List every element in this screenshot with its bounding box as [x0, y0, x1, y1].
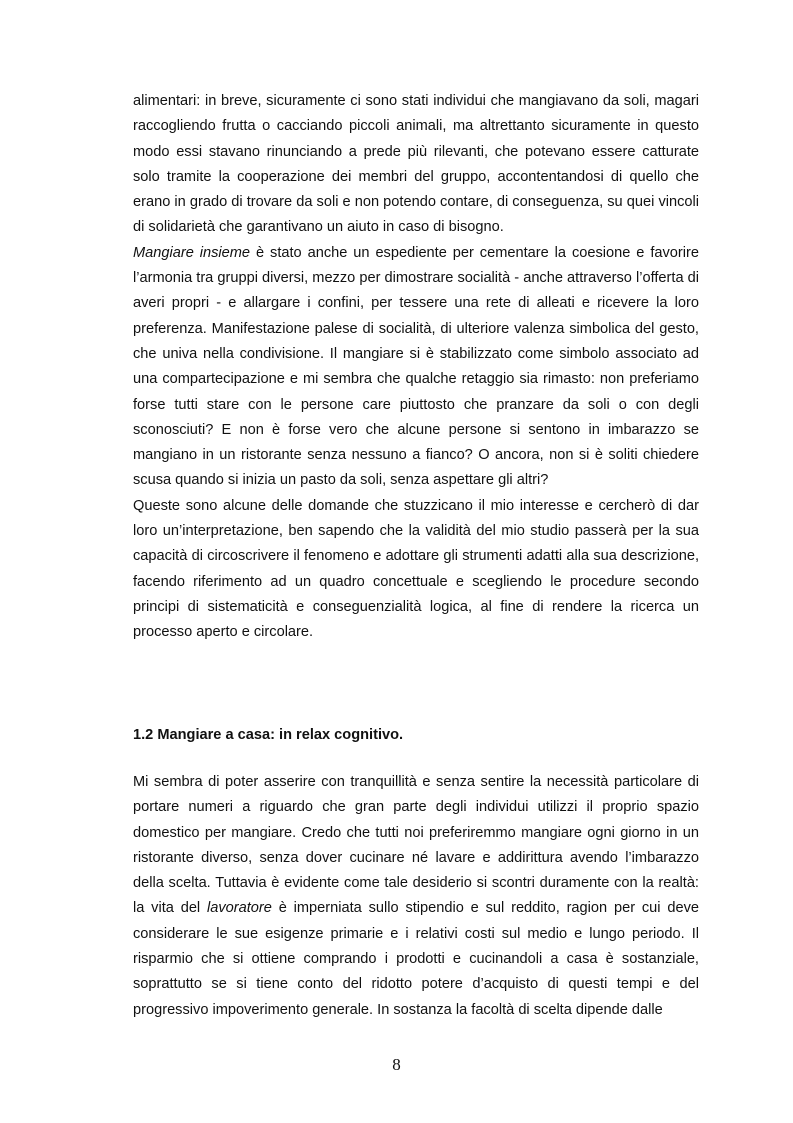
page-number: 8 [392, 1055, 401, 1074]
section-heading: 1.2 Mangiare a casa: in relax cognitivo. [133, 727, 404, 743]
section-text-block [133, 770, 699, 1023]
paragraph [133, 770, 699, 1023]
paragraph-text: è stato anche un espediente per cementare la coesione e favorire l’armonia tra gruppi diversi, mezzo per dimostrare socialità - anche attraverso l’offerta di averi propri - e allargare i confini, per tessere una rete di alleati e ricevere la loro preferenza. Manifestazione palese di socialità, di ulteriore valenza simbolica del gesto, che univa nella condivisione. Il mangiare si è stabilizzato come simbolo associato ad una compartecipazione e mi sembra che qualche retaggio sia rimasto: non preferiamo forse tutti stare con le persone care piuttosto che pranzare da soli o con degli sconosciuti? E non è forse vero che alcune persone si sentono in imbarazzo se mangiano in un ristorante senza nessuno a fianco? O ancora, non si è soliti chiedere scusa quando si inizia un pasto da soli, senza aspettare gli altri? [133, 244, 700, 489]
paragraph-text: è imperniata sullo stipendio e sul reddito, ragion per cui deve considerare le sue esigenze primarie e i relativi costi sul medio e lungo periodo. Il risparmio che si ottiene comprando i prodotti e cucinandoli a casa è sostanziale, soprattutto se si tiene conto del ridotto potere d’acquisto di questi tempi e del progressivo impoverimento generale. In sostanza la facoltà di scelta dipende dalle [133, 900, 699, 1018]
paragraph: alimentari: in breve, sicuramente ci sono stati individui che mangiavano da soli, magari raccogliendo frutta o cacciando piccoli animali, ma altrettanto sicuramente in questo modo essi stavano rinunciando a prede più rilevanti, che potevano essere catturate solo tramite la cooperazione dei membri del gruppo, accontentandosi di quello che erano in grado di trovare da soli e non potendo contare, di conseguenza, su quei vincoli di solidarietà che garantivano un aiuto in caso di bisogno. [133, 93, 699, 236]
italic-phrase: Mangiare insieme [133, 244, 251, 261]
italic-word: lavoratore [207, 900, 272, 917]
paragraph-text: Mi sembra di poter asserire con tranquillità e senza sentire la necessità particolare di portare numeri a riguardo che gran parte degli individui utilizzi il proprio spazio domestico per mangiare. Credo che tutti noi preferiremmo mangiare ogni giorno in un ristorante diverso, senza dover cucinare né lavare e addirittura avendo l’imbarazzo della scelta. Tuttavia è evidente come tale desiderio si scontri duramente con la realtà: la vita del [133, 774, 699, 917]
body-text-block [133, 89, 699, 646]
paragraph: Queste sono alcune delle domande che stuzzicano il mio interesse e cercherò di dar loro un’interpretazione, ben sapendo che la validità del mio studio passerà per la sua capacità di circoscrivere il fenomeno e adottare gli strumenti adatti alla sua descrizione, facendo riferimento ad un quadro concettuale e scegliendo le procedure secondo principi di sistematicità e conseguenzialità logica, al fine di rendere la ricerca un processo aperto e circolare. [133, 497, 699, 641]
paragraph [133, 241, 699, 494]
